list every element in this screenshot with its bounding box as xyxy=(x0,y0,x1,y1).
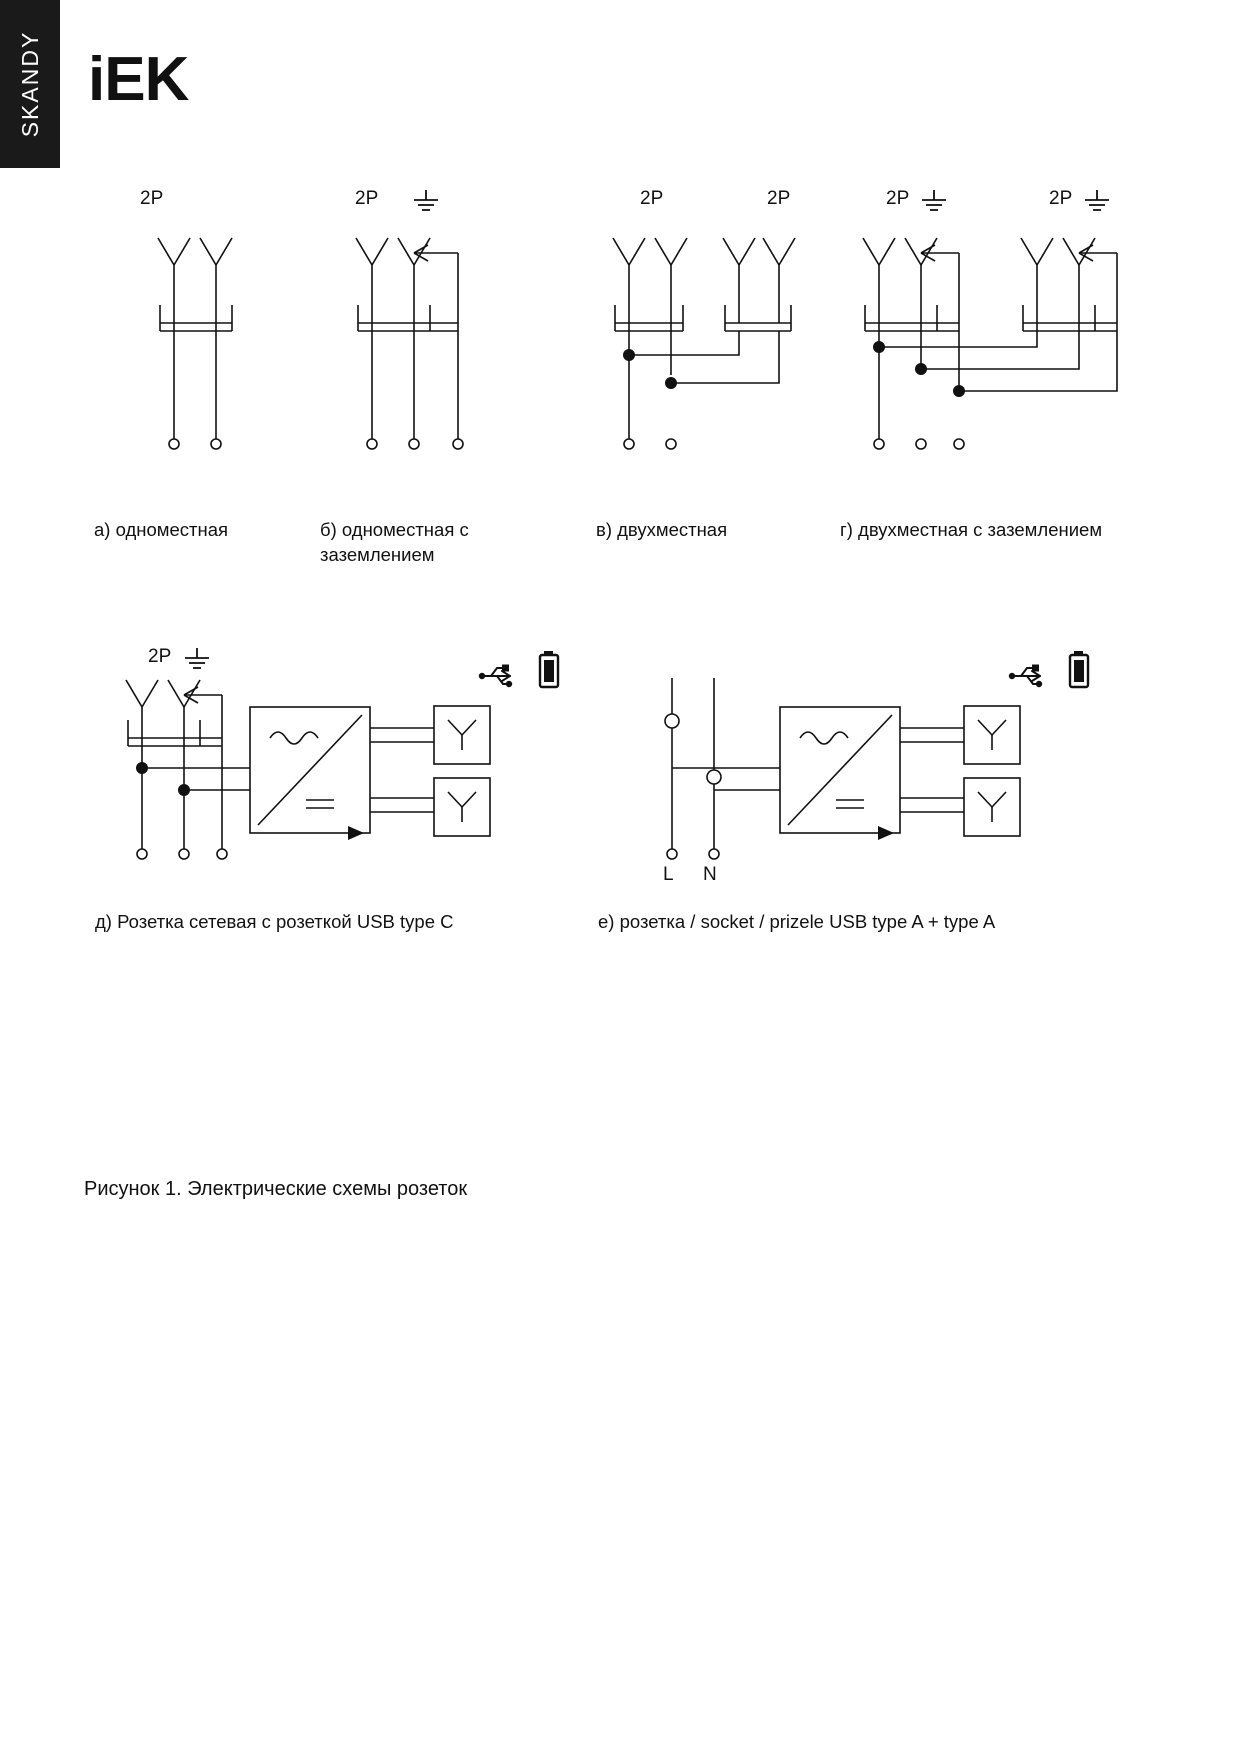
scheme-b-pole-label: 2P xyxy=(355,188,379,209)
scheme-e-drawing xyxy=(648,650,1068,870)
scheme-a-caption: а) одноместная xyxy=(94,519,229,540)
scheme-a-drawing xyxy=(140,195,270,455)
scheme-d-caption: д) Розетка сетевая с розеткой USB type C xyxy=(95,911,454,932)
usb-icon xyxy=(477,660,523,692)
scheme-g-pole-label-left: 2P xyxy=(886,188,910,209)
scheme-b-drawing xyxy=(348,195,508,455)
scheme-e-terminal-label-l: L xyxy=(663,864,674,885)
scheme-g-ground-icon-left xyxy=(918,188,950,214)
scheme-g-pole-label-right: 2P xyxy=(1049,188,1073,209)
figure-title: Рисунок 1. Электрические схемы розеток xyxy=(84,1178,468,1200)
scheme-g-drawing xyxy=(855,195,1125,455)
scheme-v-caption: в) двухместная xyxy=(596,519,728,540)
scheme-d-drawing xyxy=(118,650,538,870)
brand-vertical-label: SKANDY xyxy=(17,30,43,138)
scheme-d-ground-icon xyxy=(181,646,213,672)
scheme-d-pole-label: 2P xyxy=(148,646,172,667)
scheme-v-pole-label-right: 2P xyxy=(767,188,791,209)
scheme-a-pole-label: 2P xyxy=(140,188,164,209)
scheme-g-ground-icon-right xyxy=(1081,188,1113,214)
battery-icon xyxy=(537,650,561,690)
usb-icon xyxy=(1007,660,1053,692)
scheme-e-terminal-label-n: N xyxy=(703,864,717,885)
scheme-e-caption: е) розетка / socket / prizele USB type A + type A xyxy=(598,911,996,932)
scheme-b-caption: б) одноместная с заземлением xyxy=(320,519,469,565)
iek-logo: iEK xyxy=(88,45,189,114)
scheme-v-drawing xyxy=(605,195,805,455)
scheme-v-pole-label-left: 2P xyxy=(640,188,664,209)
scheme-g-caption: г) двухместная с заземлением xyxy=(840,519,1103,540)
scheme-b-ground-icon xyxy=(410,188,442,214)
battery-icon xyxy=(1067,650,1091,690)
